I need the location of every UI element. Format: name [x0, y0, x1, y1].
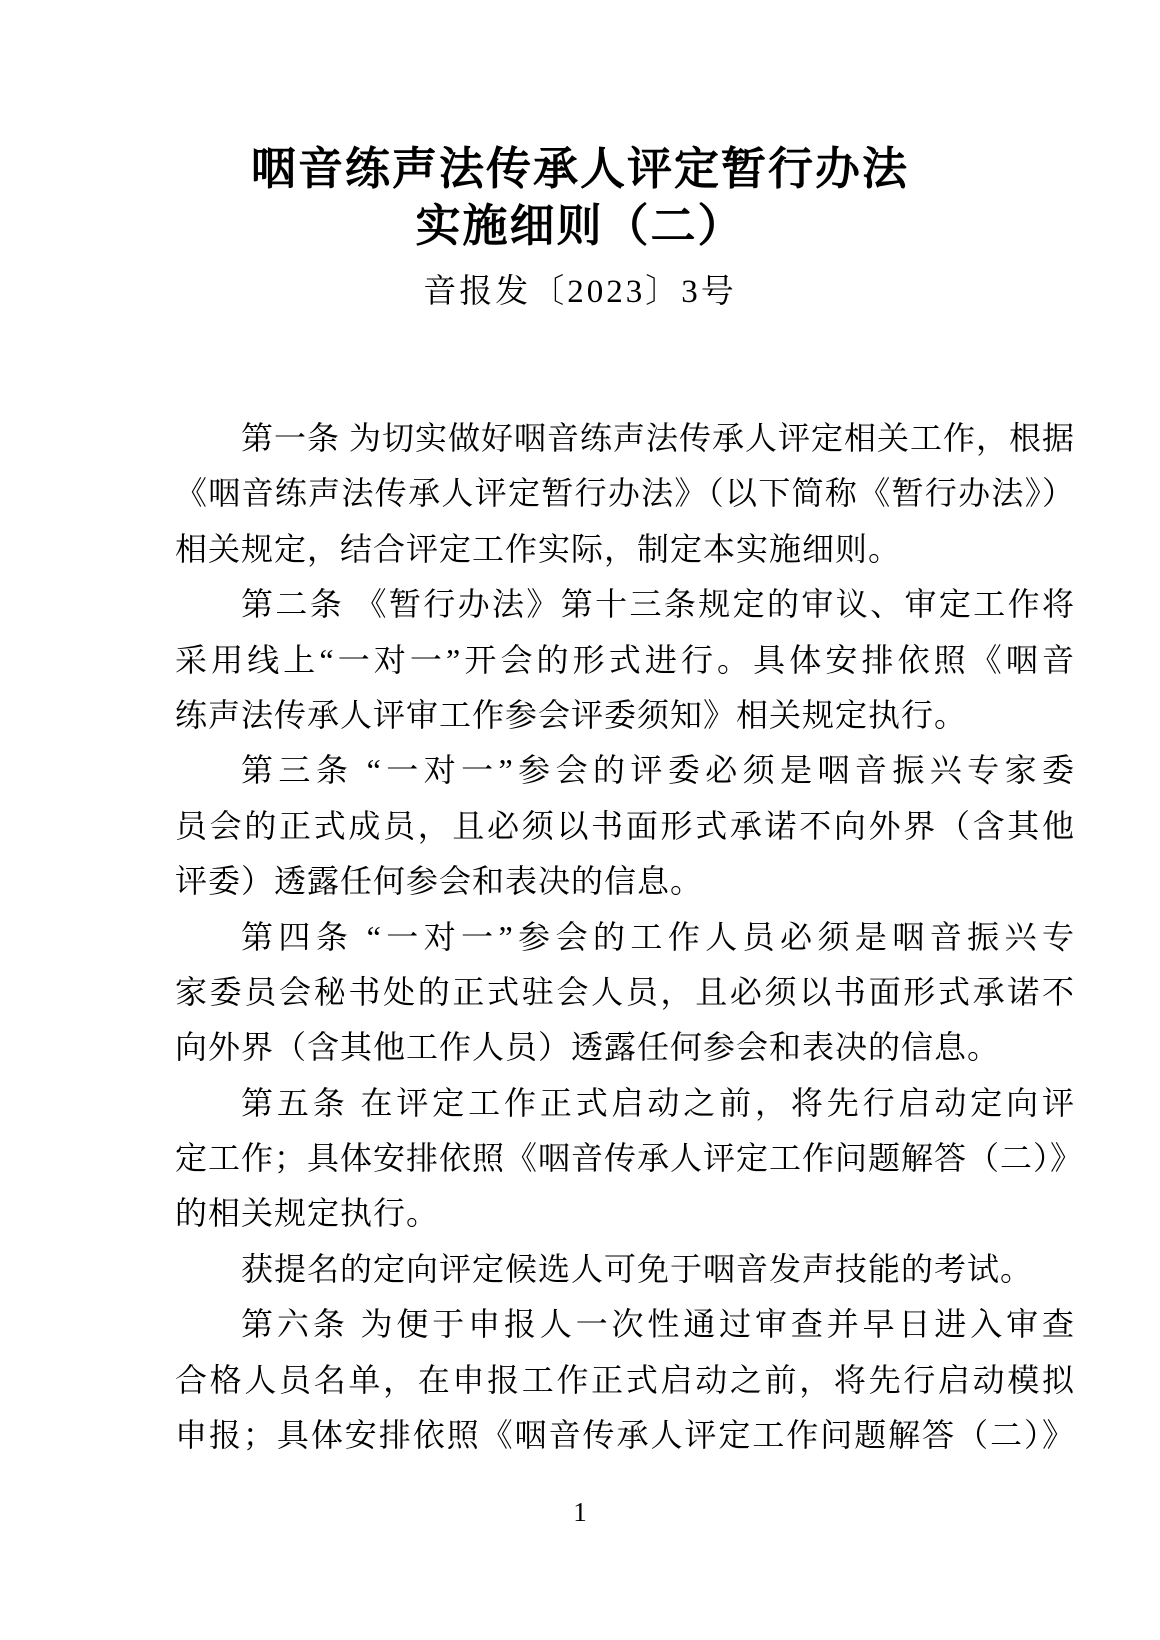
document-title-line1: 咽音练声法传承人评定暂行办法	[250, 144, 909, 194]
body-line: 相关规定，结合评定工作实际，制定本实施细则。	[175, 530, 902, 567]
body-line: 采用线上“一对一”开会的形式进行。具体安排依照《咽音	[175, 641, 1075, 678]
body-line: 员会的正式成员，且必须以书面形式承诺不向外界（含其他	[175, 807, 1075, 844]
body-line: 练声法传承人评审工作参会评委须知》相关规定执行。	[175, 696, 968, 733]
body-line: 第三条 “一对一”参会的评委必须是咽音振兴专家委	[241, 752, 1075, 789]
body-line: 评委）透露任何参会和表决的信息。	[175, 863, 704, 900]
body-line: 合格人员名单，在申报工作正式启动之前，将先行启动模拟	[175, 1361, 1075, 1398]
document-header	[0, 0, 1160, 315]
body-line: 第五条 在评定工作正式启动之前，将先行启动定向评	[241, 1084, 1075, 1121]
document-number: 音报发〔2023〕3号	[423, 274, 737, 310]
body-line: 第六条 为便于申报人一次性通过审查并早日进入审查	[241, 1306, 1075, 1343]
body-line: 第二条 《暂行办法》第十三条规定的审议、审定工作将	[241, 586, 1075, 623]
body-line: 的相关规定执行。	[175, 1195, 440, 1232]
body-line: 获提名的定向评定候选人可免于咽音发声技能的考试。	[241, 1250, 1034, 1287]
page-number: 1	[573, 1497, 587, 1527]
body-line: 定工作；具体安排依照《咽音传承人评定工作问题解答（二）》	[175, 1140, 1084, 1177]
body-line: 第四条 “一对一”参会的工作人员必须是咽音振兴专	[241, 918, 1075, 955]
document-title-line2: 实施细则（二）	[415, 201, 745, 251]
body-line: 第一条 为切实做好咽音练声法传承人评定相关工作，根据	[241, 420, 1076, 456]
body-line: 《咽音练声法传承人评定暂行办法》（以下简称《暂行办法》）	[175, 475, 1075, 512]
body-line: 家委员会秘书处的正式驻会人员，且必须以书面形式承诺不	[175, 973, 1075, 1010]
body-line: 申报；具体安排依照《咽音传承人评定工作问题解答（二）》	[175, 1417, 1075, 1454]
document-body	[175, 411, 1084, 1463]
body-line: 向外界（含其他工作人员）透露任何参会和表决的信息。	[175, 1029, 1001, 1066]
